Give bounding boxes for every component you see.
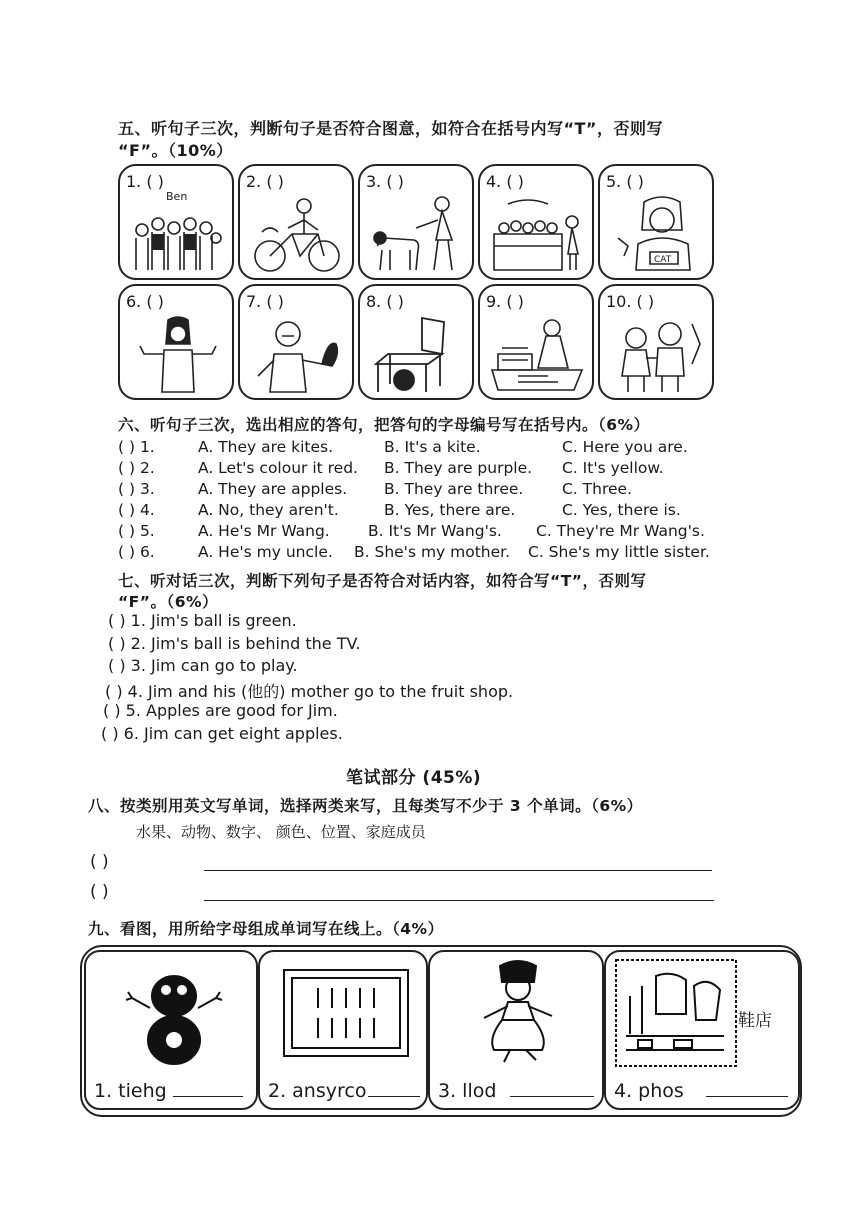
section7-heading-line2: “F”。（6%） [118, 593, 219, 611]
section5-heading-line2: “F”。（10%） [118, 141, 233, 160]
fruit-stall-icon [488, 194, 586, 274]
category-2-answer-line[interactable] [204, 900, 714, 901]
section7-row-5: ( ) 5. Apples are good for Jim. [103, 701, 338, 720]
section5-picture-grid [118, 164, 730, 400]
section7-row-1: ( ) 1. Jim's ball is green. [108, 611, 297, 630]
scrambled-word-2: 2. ansyrco [268, 1080, 420, 1102]
picture-card-9 [478, 284, 594, 400]
answer-blank: ( ) 2. [118, 459, 155, 477]
category-2-bracket: ( ) [90, 882, 109, 902]
section7-heading-line1: 七、听对话三次，判断下列句子是否符合对话内容，如符合写“T”，否则写 [118, 572, 647, 590]
section6-heading: 六、听句子三次，选出相应的答句，把答句的字母编号写在括号内。（6%） [118, 416, 650, 434]
answer-blank: ( ) 1. [118, 438, 155, 456]
cyclist-icon [248, 194, 346, 274]
answer-blank: ( ) 3. [118, 480, 155, 498]
option-a: A. He's Mr Wang. [198, 522, 330, 540]
scrambled-word-4: 4. phos [614, 1080, 788, 1102]
svg-text:CAT: CAT [654, 255, 672, 265]
option-a: A. Let's colour it red. [198, 459, 358, 477]
family-group-icon [128, 194, 226, 274]
picture-label: 9. ( ) [486, 292, 524, 311]
scrambled-word-1: 1. tiehg [94, 1080, 243, 1102]
option-b: B. It's a kite. [384, 438, 481, 456]
option-c: C. She's my little sister. [528, 543, 710, 561]
girl-walking-dog-icon [368, 194, 466, 274]
answer-blank: ( ) 4. [118, 501, 155, 519]
picture-card-6 [118, 284, 234, 400]
crayons-icon [262, 960, 428, 1070]
shoe-shop-label: 鞋店 [738, 1011, 772, 1031]
picture-label: 3. ( ) [366, 172, 404, 191]
option-b: B. They are purple. [384, 459, 533, 477]
option-a: A. No, they aren't. [198, 501, 339, 519]
answer-blank-line[interactable] [510, 1096, 594, 1097]
option-b: B. Yes, there are. [384, 501, 516, 519]
option-c: C. Yes, there is. [562, 501, 681, 519]
option-c: C. Here you are. [562, 438, 688, 456]
answer-blank-line[interactable] [706, 1096, 788, 1097]
picture-label: 1. ( ) [126, 172, 164, 191]
two-children-icon [608, 314, 706, 394]
word-card-4 [604, 950, 800, 1110]
answer-blank: ( ) 5. [118, 522, 155, 540]
scrambled-word-3: 3. llod [438, 1080, 594, 1102]
option-c: C. It's yellow. [562, 459, 664, 477]
picture-card-3 [358, 164, 474, 280]
answer-blank: ( ) 6. [118, 543, 155, 561]
picture-label: 2. ( ) [246, 172, 284, 191]
option-a: A. They are apples. [198, 480, 348, 498]
category-1-answer-line[interactable] [204, 870, 712, 871]
word-card-2 [258, 950, 428, 1110]
picture-label: 5. ( ) [606, 172, 644, 191]
picture-label: 6. ( ) [126, 292, 164, 311]
written-part-title: 笔试部分 (45%) [346, 768, 482, 788]
option-c: C. They're Mr Wang's. [536, 522, 705, 540]
option-a: A. He's my uncle. [198, 543, 333, 561]
section5-heading-line1: 五、听句子三次，判断句子是否符合图意，如符合在括号内写“T”，否则写 [118, 119, 663, 138]
picture-label: 8. ( ) [366, 292, 404, 311]
picture-card-2 [238, 164, 354, 280]
man-at-desk-icon [488, 314, 586, 394]
man-with-bird-icon [248, 314, 346, 394]
answer-blank-line[interactable] [173, 1096, 243, 1097]
section7-row-6: ( ) 6. Jim can get eight apples. [101, 724, 343, 743]
section7-row-2: ( ) 2. Jim's ball is behind the TV. [108, 634, 361, 653]
picture-card-8 [358, 284, 474, 400]
number-eight-icon [88, 958, 258, 1068]
section8-categories: 水果、动物、数字、 颜色、位置、家庭成员 [136, 823, 426, 841]
word-card-3 [428, 950, 604, 1110]
section8-heading: 八、按类别用英文写单词，选择两类来写，且每类写不少于 3 个单词。（6%） [88, 797, 643, 815]
picture-card-5 [598, 164, 714, 280]
picture-label: 4. ( ) [486, 172, 524, 191]
section7-row-3: ( ) 3. Jim can go to play. [108, 656, 298, 675]
ben-label: Ben [166, 190, 188, 203]
picture-card-7 [238, 284, 354, 400]
category-1-bracket: ( ) [90, 852, 109, 872]
option-b: B. It's Mr Wang's. [368, 522, 502, 540]
doll-icon [432, 958, 604, 1068]
option-b: B. She's my mother. [354, 543, 511, 561]
picture-label: 10. ( ) [606, 292, 655, 311]
option-b: B. They are three. [384, 480, 524, 498]
girl-shrugging-icon [128, 314, 226, 394]
girl-with-cat-icon [608, 194, 706, 274]
shoe-shop-icon [612, 956, 742, 1072]
chair-with-ball-icon [368, 314, 466, 394]
picture-label: 7. ( ) [246, 292, 284, 311]
picture-card-10 [598, 284, 714, 400]
picture-card-1 [118, 164, 234, 280]
section7-row-4: ( ) 4. Jim and his (他的) mother go to the fruit shop. [105, 682, 514, 701]
section9-heading: 九、看图，用所给字母组成单词写在线上。（4%） [88, 920, 444, 938]
option-c: C. Three. [562, 480, 632, 498]
answer-blank-line[interactable] [368, 1096, 420, 1097]
option-a: A. They are kites. [198, 438, 334, 456]
word-card-1 [84, 950, 258, 1110]
picture-card-4 [478, 164, 594, 280]
